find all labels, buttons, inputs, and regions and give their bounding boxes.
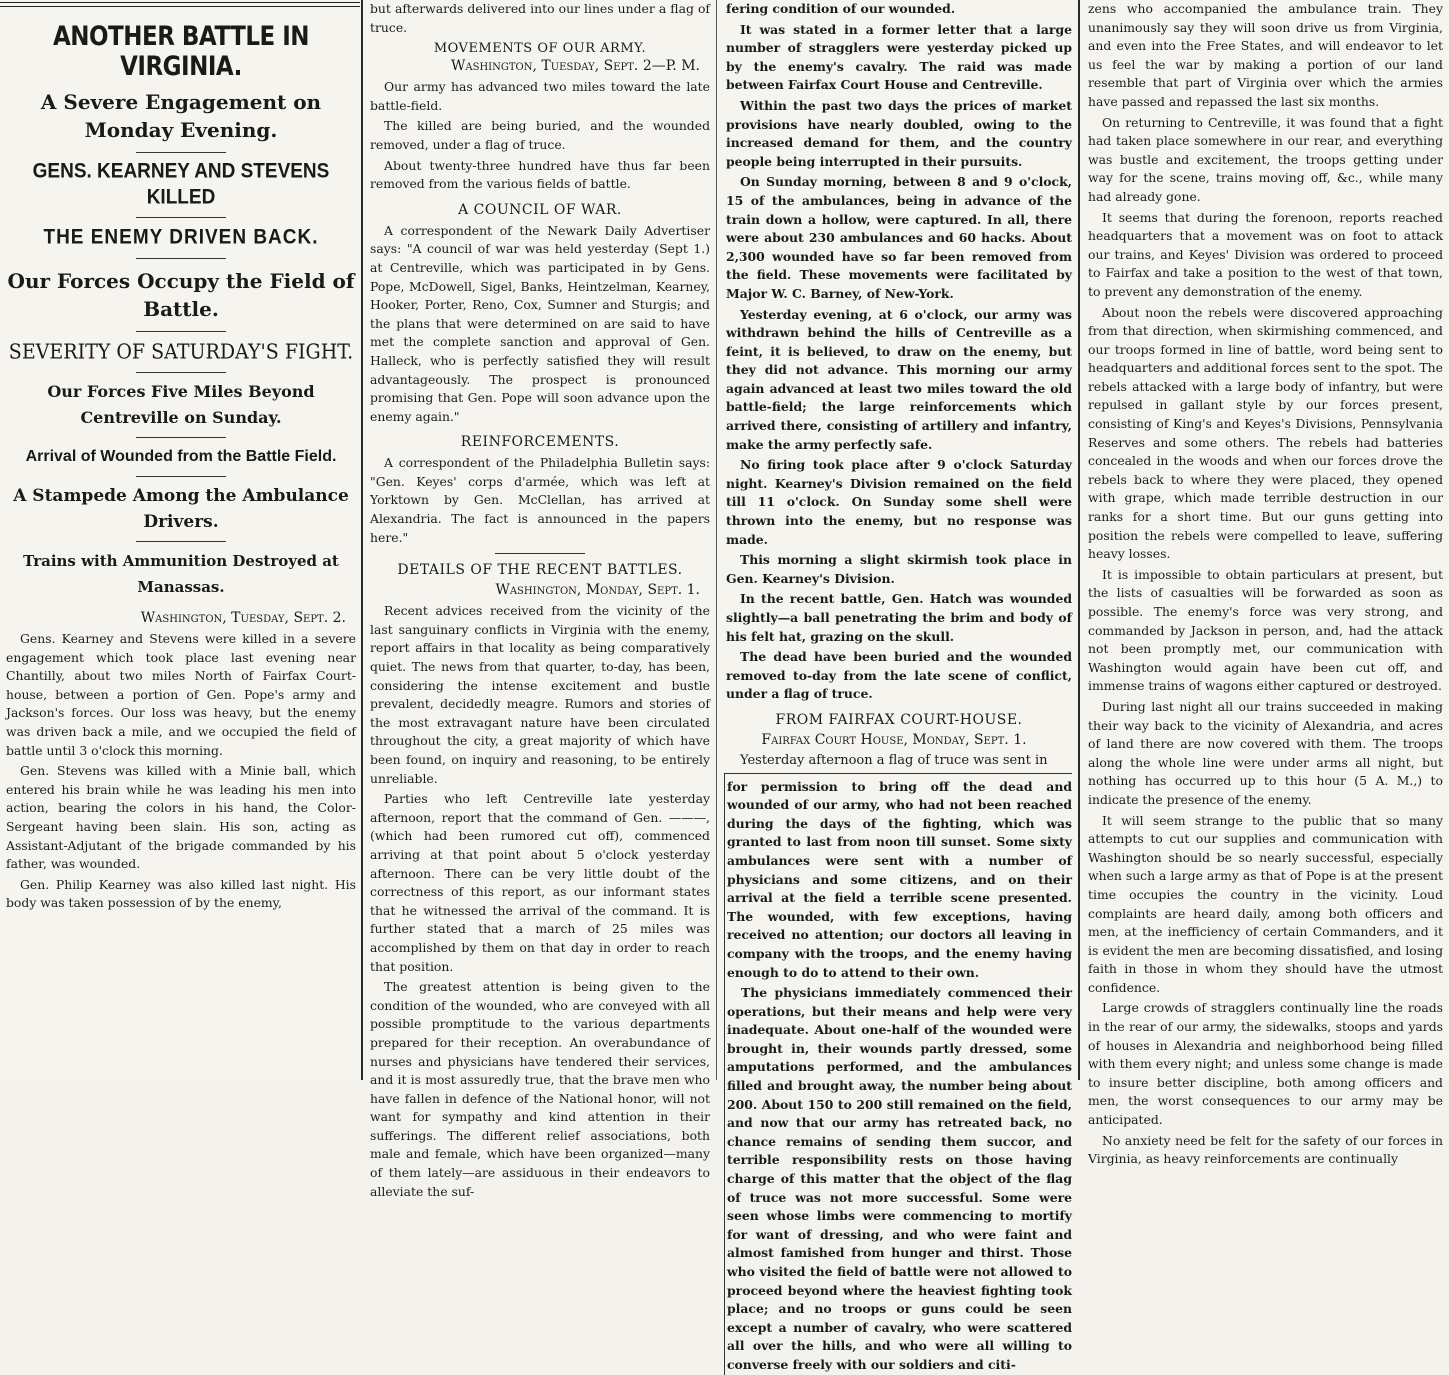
article-paragraph: About noon the rebels were discovered approaching from that direction, when skirmishing commenced, and our troops formed in line of battle, word being sent to headquarters and additional forces sent to the spot. The rebels attacked with a large body of infantry, but were repulsed in gallant style by our forces present, consisting of King's and Keyes's Divisions, Pennsylvania Reserves and some others. The rebels had batteries concealed in the woods and when our forces drove the rebels back to where they were placed, they opened with grape, which made terrible destruction in our ranks for a short time. But our guns getting into position the rebels were compelled to leave, suffering heavy losses. — [1088, 304, 1443, 562]
column-1 — [0, 0, 362, 1080]
column-rule — [716, 0, 717, 1080]
article-paragraph: On returning to Centreville, it was found that a fight had taken place somewhere in our rear, and everything was bustle and excitement, the troops getting under way for the scene, trains moving off, &c., while many had already gone. — [1088, 114, 1443, 204]
subheadline-6: Our Forces Five Miles Beyond Centreville on Sunday. — [47, 382, 315, 427]
article-paragraph: It is impossible to obtain particulars at present, but the lists of casualties will be forwarded as soon as possible. The enemy's force was very strong, and commanded by Jackson in person, and, had the attack not been promptly met, our communication with Washington would again have been cut off, and immense trains of wagons either captured or destroyed. — [1088, 566, 1443, 694]
article-paragraph: A correspondent of the Philadelphia Bulletin says: "Gen. Keyes' corps d'armée, which was left at Yorktown by Gen. McClellan, has arrived at Alexandria. The fact is announced in the papers here." — [370, 455, 710, 545]
subheadline-5: SEVERITY OF SATURDAY'S FIGHT. — [8, 339, 354, 365]
article-paragraph: for permission to bring off the dead and wounded of our army, who had not been reached during the days of the fighting, which was granted to last from noon till sunset. Some sixty ambulances were sent with a number of physicians and some citizens, and on their arrival at the field a terrible scene presented. The wounded, with few exceptions, having received no attention; our doctors all leaving in company with the troops, and the enemy having enough to do to attend to their own. — [727, 778, 1072, 980]
article-paragraph: This morning a slight skirmish took place in Gen. Kearney's Division. — [726, 552, 1072, 586]
article-paragraph: A correspondent of the Newark Daily Advertiser says: "A council of war was held yesterday (Sept 1.) at Centreville, which was participated in by Gens. Pope, McDowell, Sigel, Banks, Heintzelman, Kearney, Hooker, Porter, Reno, Cox, Sumner and Sturgis; and the plans that were determined on are said to have met the complete sanction and approval of Gen. Halleck, who is perfectly satisfied they will result advantageously. The prospect is pronounced promising that Gen. Pope will soon advance upon the enemy again." — [370, 222, 710, 424]
article-paragraph: On Sunday morning, between 8 and 9 o'clock, 15 of the ambulances, being in advance of the train down a hollow, were captured. In all, there were about 230 ambulances and 60 hacks. About 2,300 wounded have so far been removed from the field. These movements were facilitated by Major W. C. Barney, of New-York. — [726, 174, 1072, 301]
dateline: Washington, Tuesday, Sept. 2—P. M. — [450, 58, 700, 75]
dateline: Washington, Monday, Sept. 1. — [495, 582, 700, 599]
article-paragraph: In the recent battle, Gen. Hatch was wounded slightly—a ball penetrating the brim and body of his felt hat, grazing on the skull. — [726, 591, 1072, 644]
article-paragraph: Gen. Philip Kearney was also killed last night. His body was taken possession of by the enemy, — [6, 876, 356, 911]
article-paragraph: Gen. Stevens was killed with a Minie ball, which entered his brain while he was leading his men into action, bearing the colors in his hand, the Color-Sergeant having been slain. His son, acting as Assistant-Adjutant of the brigade commanded by his father, was wounded. — [6, 763, 356, 872]
article-paragraph: The physicians immediately commenced their operations, but their means and help were very inadequate. About one-half of the wounded were brought in, their wounds partly dressed, some amputations performed, and the ambulances filled and brought away, the number being about 200. About 150 to 200 still remained on the field, and now that our army has retreated back, no chance remains of sending them succor, and terrible responsibility rests on those having charge of this matter that the object of the flag of truce was not more successful. Some were seen whose limbs were commencing to mortify for want of dressing, and who were faint and almost famished from hunger and thirst. Those who visited the field of battle were not allowed to proceed beyond where the heaviest fighting took place; and no troops or guns could be seen except a number of cavalry, who were scattered all over the hills, and who were all willing to converse freely with our soldiers and citi- — [727, 985, 1072, 1372]
subheadline-1: A Severe Engagement on Monday Evening. — [40, 90, 322, 142]
article-paragraph: Yesterday evening, at 6 o'clock, our army was withdrawn behind the hills of Centreville as a feint, it is believed, to draw on the enemy, but they did not advance. This morning our army again advanced at least two miles toward the old battle-field; the large reinforcements which arrived there, consisting of artillery and infantry, make the army perfectly safe. — [726, 306, 1072, 452]
article-paragraph: The dead have been buried and the wounded removed to-day from the late scene of conflict, under a flag of truce. — [726, 649, 1072, 702]
divider — [136, 258, 226, 259]
column-rule — [361, 0, 363, 1080]
article-paragraph: No firing took place after 9 o'clock Saturday night. Kearney's Division remained on the field till 11 o'clock. On Sunday some shell were thrown into the enemy, but no response was made. — [726, 457, 1072, 547]
article-paragraph: Gens. Kearney and Stevens were killed in a severe engagement which took place last evening near Chantilly, about two miles North of Fairfax Court-house, between a portion of Gen. Pope's army and Jackson's forces. Our loss was heavy, but the enemy was driven back a mile, and we occupied the field of battle until 3 o'clock this morning. — [6, 631, 356, 758]
section-heading-fairfax: FROM FAIRFAX COURT-HOUSE. — [775, 711, 1023, 728]
divider — [136, 372, 226, 373]
divider — [136, 217, 226, 218]
subheadline-2: GENS. KEARNEY AND STEVENS KILLED — [32, 159, 330, 210]
column-2 — [364, 0, 716, 1199]
article-paragraph: No anxiety need be felt for the safety of our forces in Virginia, as heavy reinforcements are continually — [1088, 1132, 1443, 1167]
subheadline-8: A Stampede Among the Ambulance Drivers. — [13, 486, 349, 532]
dateline: Washington, Tuesday, Sept. 2. — [140, 610, 346, 626]
article-paragraph: It seems that during the forenoon, reports reached headquarters that a movement was on foot to attack our trains, and Keyes' Division was ordered to proceed to Fairfax and take a position to the west of that town, to prevent any demonstration of the enemy. — [1088, 209, 1443, 299]
divider — [495, 553, 585, 554]
article-paragraph: Yesterday afternoon a flag of truce was sent in — [740, 752, 1048, 768]
subheadline-3: THE ENEMY DRIVEN BACK. — [43, 225, 319, 249]
divider — [136, 541, 226, 542]
section-heading-details: DETAILS OF THE RECENT BATTLES. — [397, 562, 683, 579]
article-paragraph: Recent advices received from the vicinity of the last sanguinary conflicts in Virginia with the enemy, report affairs in that locality as being comparatively quiet. The news from that quarter, to-day, has been, considering the intense excitement and bustle prevalent, decidedly meagre. Rumors and stories of the most extravagant nature have been circulated throughout the city, a great majority of which have been found, on inquiry and reasoning, to be entirely unreliable. — [370, 603, 710, 786]
section-heading-council: A COUNCIL OF WAR. — [458, 201, 622, 218]
article-paragraph: but afterwards delivered into our lines under a flag of truce. — [370, 1, 710, 35]
subheadline-9: Trains with Ammunition Destroyed at Manassas. — [23, 552, 339, 596]
article-paragraph: It will seem strange to the public that so many attempts to cut our supplies and communication with Washington should be so nearly successful, especially when such a large army as that of Pope is at the present time occupies the country in the vicinity. Loud complaints are heard daily, among both officers and men, at the inefficiency of certain Commanders, and it is evident the men are becoming dissatisfied, and losing faith in those in whom they should have the utmost confidence. — [1088, 812, 1443, 995]
divider — [136, 476, 226, 477]
column-4 — [1080, 0, 1449, 1167]
boxed-article — [724, 773, 1072, 1375]
section-heading-reinforcements: REINFORCEMENTS. — [460, 434, 620, 451]
divider — [136, 437, 226, 438]
column-3 — [718, 0, 1078, 1372]
article-paragraph: The killed are being buried, and the wounded removed, under a flag of truce. — [370, 118, 710, 152]
subheadline-7: Arrival of Wounded from the Battle Field. — [25, 448, 337, 465]
article-paragraph: About twenty-three hundred have thus far been removed from the various fields of battle. — [370, 157, 710, 192]
article-paragraph: Our army has advanced two miles toward the late battle-field. — [370, 79, 710, 113]
dateline: Fairfax Court House, Monday, Sept. 1. — [761, 731, 1027, 748]
main-headline: ANOTHER BATTLE IN VIRGINIA. — [52, 22, 310, 82]
article-paragraph: Within the past two days the prices of market provisions have nearly doubled, owing to the increased demand for them, and the country people being interrupted in their pursuits. — [726, 97, 1072, 169]
article-paragraph: The greatest attention is being given to the condition of the wounded, who are conveyed with all possible promptitude to the various departments prepared for their reception. An overabundance of nurses and physicians have tendered their services, and it is most assuredly true, that the brave men who have fallen in defence of the National honor, will not want for sympathy and kind attention in their sufferings. The different relief associations, both male and female, which have been organized—many of them lately—are assiduous in their endeavors to alleviate the suf- — [370, 979, 710, 1199]
section-heading-movements: MOVEMENTS OF OUR ARMY. — [433, 41, 647, 57]
article-paragraph: Large crowds of stragglers continually line the roads in the rear of our army, the sidewalks, stoops and yards of houses in Alexandria and neighborhood being filled with them every night; and unless some change is made to insure better discipline, both among officers and men, the worst consequences to our army may be anticipated. — [1088, 1000, 1443, 1128]
article-paragraph: During last night all our trains succeeded in making their way back to the vicinity of Alexandria, and acres of land there are now covered with them. The troops along the whole line were under arms all night, but nothing has occurred up to this hour (5 A. M.,) to indicate the presence of the enemy. — [1088, 698, 1443, 807]
subheadline-4: Our Forces Occupy the Field of Battle. — [7, 269, 355, 321]
article-paragraph: zens who accompanied the ambulance train. They unanimously say they will soon drive us from Virginia, and even into the Free States, and will endeavor to let us feel the war by making a portion of our land resemble that part of Virginia over which the armies have passed and repassed the last six months. — [1088, 1, 1443, 109]
divider — [136, 331, 226, 332]
article-paragraph: It was stated in a former letter that a large number of stragglers were yesterday picked up by the enemy's cavalry. The raid was made between Fairfax Court House and Centreville. — [726, 21, 1072, 93]
article-paragraph: Parties who left Centreville late yesterday afternoon, report that the command of Gen. ———, (which had been rumored cut off), commenced arriving at that point about 5 o'clock yesterday afternoon. There can be very little doubt of the correctness of this report, as our informant states that he witnessed the arrival of the command. It is further stated that a march of 25 miles was accomplished by them on that day in order to reach that position. — [370, 791, 710, 974]
divider — [136, 152, 226, 153]
article-paragraph: fering condition of our wounded. — [726, 1, 956, 16]
